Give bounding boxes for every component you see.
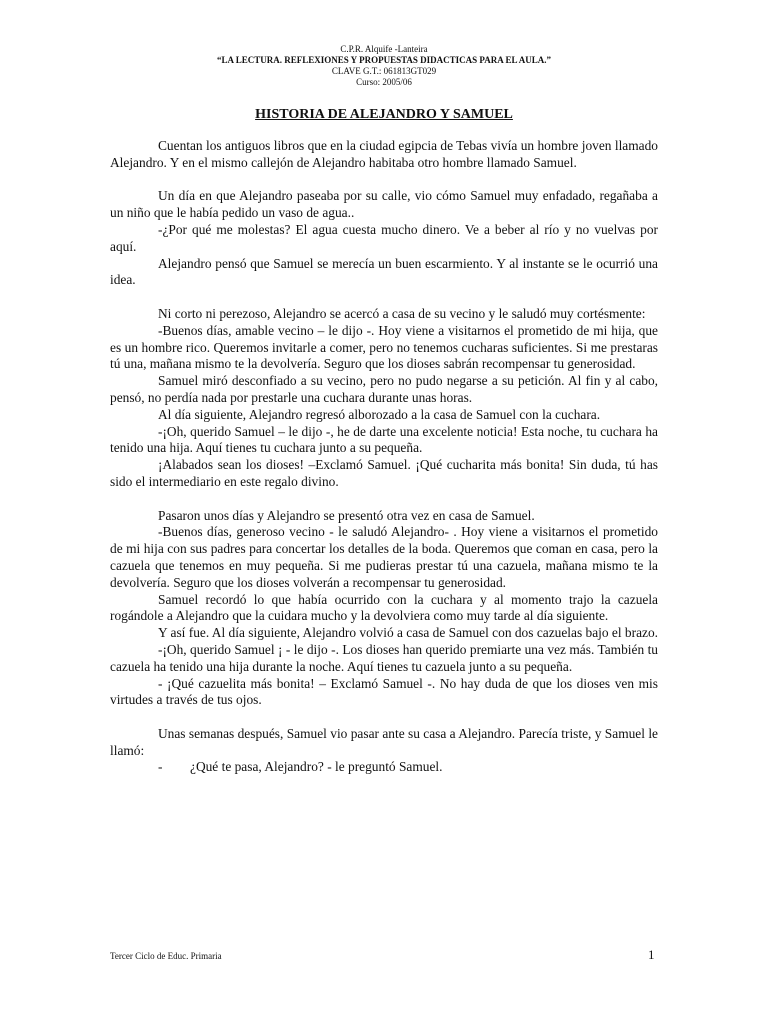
paragraph: Pasaron unos días y Alejandro se presentó otra vez en casa de Samuel.: [158, 507, 535, 523]
header-year: Curso: 2005/06: [356, 77, 412, 87]
page-number: 1: [648, 947, 655, 962]
paragraph: Samuel miró desconfiado a su vecino, pero no pudo negarse a su petición. Al fin y al cabo, pensó, no perdía nada por prestarle una cuchara durante unas horas.: [110, 373, 658, 405]
header-code: CLAVE G.T.: 061813GT029: [331, 66, 437, 76]
paragraph: Unas semanas después, Samuel vio pasar ante su casa a Alejandro. Parecía triste, y Samuel le llamó:: [110, 725, 658, 758]
list-item: [110, 759, 658, 776]
header-school: C.P.R. Alquife -Lanteira: [340, 44, 428, 54]
paragraph: -¡Oh, querido Samuel ¡ - le dijo -. Los dioses han querido premiarte una vez más. También tu cazuela ha tenido una hija durante la noche. Aquí tienes tu cazuela junto a su pequeña.: [110, 641, 658, 674]
paragraph: Samuel recordó lo que había ocurrido con la cuchara y al momento trajo la cazuela rogándole a Alejandro que la cuidara mucho y la devolviera como muy tarde al día siguiente.: [110, 591, 658, 624]
header-course-title: “LA LECTURA. REFLEXIONES Y PROPUESTAS DIDACTICAS PARA EL AULA.”: [216, 55, 552, 65]
paragraph: Cuentan los antiguos libros que en la ciudad egipcia de Tebas vivía un hombre joven llamado Alejandro. Y en el mismo callejón de Alejandro habitaba otro hombre llamado Samuel.: [110, 138, 658, 170]
paragraph: -Buenos días, generoso vecino - le saludó Alejandro- . Hoy viene a visitarnos el prometido de mi hija con sus padres para concertar los detalles de la boda. Queremos que coman en casa, pero la cazuela que tenemos en muy pequeña. Si me pudieras prestar tú una cazuela, mañana mismo te la devolvería. Seguro que los dioses volverán a recompensar tu generosidad.: [110, 524, 658, 590]
paragraph: - ¡Qué cazuelita más bonita! – Exclamó Samuel -. No hay duda de que los dioses ven mis virtudes a través de tus ojos.: [110, 675, 658, 708]
paragraph: Al día siguiente, Alejandro regresó alborozado a la casa de Samuel con la cuchara.: [158, 406, 601, 422]
story-title: HISTORIA DE ALEJANDRO Y SAMUEL: [255, 107, 513, 122]
paragraph: ¡Alabados sean los dioses! –Exclamó Samuel. ¡Qué cucharita más bonita! Sin duda, tú has sido el intermediario en este regalo divino.: [110, 457, 658, 489]
paragraph: Alejandro pensó que Samuel se merecía un buen escarmiento. Y al instante se le ocurrió una idea.: [110, 255, 658, 288]
footer-label: Tercer Ciclo de Educ. Primaria: [110, 951, 222, 961]
paragraph: -¡Oh, querido Samuel – le dijo -, he de darte una excelente noticia! Esta noche, tu cuchara ha tenido una hija. Aquí tienes tu cuchara junto a su pequeña.: [110, 423, 658, 456]
document-header: [0, 44, 768, 88]
paragraph: Ni corto ni perezoso, Alejandro se acercó a casa de su vecino y le saludó muy cortésmente:: [158, 305, 646, 321]
paragraph: -Buenos días, amable vecino – le dijo -. Hoy viene a visitarnos el prometido de mi hija, que es un hombre rico. Queremos invitarle a comer, pero no tenemos cucharas suficientes. Si me prestaras tú una, mañana mismo te la devolvería. Seguro que los dioses sabrán recompensar tu generosidad.: [110, 322, 658, 372]
dialogue-list: [110, 759, 658, 776]
story-body: [110, 138, 658, 776]
paragraph: Y así fue. Al día siguiente, Alejandro volvió a casa de Samuel con dos cazuelas bajo el brazo.: [158, 625, 659, 641]
dash-marker: -: [158, 759, 163, 775]
paragraph: Un día en que Alejandro paseaba por su calle, vio cómo Samuel muy enfadado, regañaba a un niño que le había pedido un vaso de agua..: [110, 188, 658, 221]
list-item-text: ¿Qué te pasa, Alejandro? - le preguntó Samuel.: [190, 759, 443, 775]
paragraph: -¿Por qué me molestas? El agua cuesta mucho dinero. Ve a beber al río y no vuelvas por aquí.: [110, 221, 658, 254]
